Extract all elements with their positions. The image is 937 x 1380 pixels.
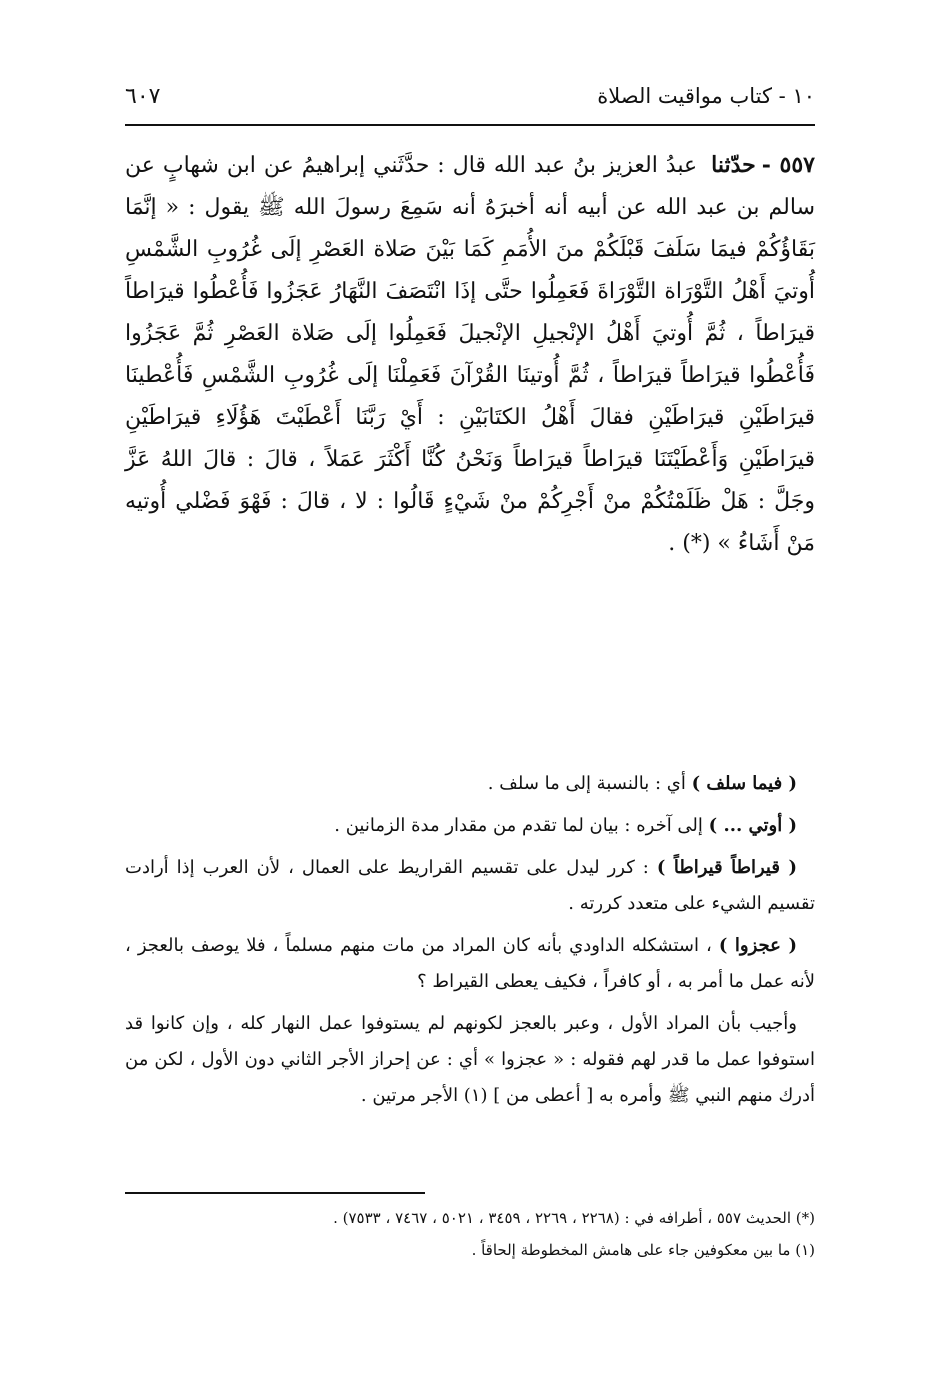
footnotes bbox=[125, 1204, 815, 1268]
footnote: (*) الحديث ٥٥٧ ، أطرافه في : (٢٢٦٨ ، ٢٢٦٩ ، ٣٤٥٩ ، ٥٠٢١ ، ٧٤٦٧ ، ٧٥٣٣) . bbox=[333, 1209, 815, 1227]
book-page bbox=[125, 70, 815, 1330]
chapter-title: ١٠ - كتاب مواقيت الصلاة bbox=[597, 84, 815, 108]
commentary-note bbox=[125, 1006, 815, 1114]
commentary-note bbox=[125, 850, 815, 922]
note-term: ( عجزوا ) bbox=[718, 935, 797, 956]
footnote-divider bbox=[125, 1192, 425, 1194]
footnote: (١) ما بين معكوفين جاء على هامش المخطوطة إلحاقاً . bbox=[471, 1241, 815, 1259]
note-text: أي : بالنسبة إلى ما سلف . bbox=[487, 773, 686, 794]
commentary bbox=[125, 766, 815, 1120]
page-header bbox=[125, 84, 815, 120]
note-text: ، استشكله الداودي بأنه كان المراد من مات منهم مسلماً ، فلا يوصف بالعجز ، لأنه عمل ما أمر به ، أو كافراً ، فكيف يعطى القيراط ؟ bbox=[125, 935, 815, 992]
note-text: : كرر ليدل على تقسيم القراريط على العمال ، لأن العرب إذا أرادت تقسيم الشيء على متعدد كررته . bbox=[125, 857, 815, 914]
commentary-note bbox=[125, 766, 815, 802]
hadith-opening-word: حدّثنا bbox=[711, 152, 756, 178]
note-term: ( أوتي ... ) bbox=[708, 815, 797, 836]
hadith-number: ٥٥٧ - bbox=[761, 152, 815, 178]
note-term: ( قيراطاً قيراطاً ) bbox=[656, 857, 797, 878]
note-term: ( فيما سلف ) bbox=[691, 773, 797, 794]
hadith-text bbox=[125, 144, 815, 565]
commentary-note bbox=[125, 808, 815, 844]
header-divider bbox=[125, 124, 815, 126]
note-text: وأجيب بأن المراد الأول ، وعبر بالعجز لكونهم لم يستوفوا عمل النهار كله ، وإن كانوا قد استوفوا عمل ما قدر لهم فقوله : « عجزوا » أي : عن إحراز الأجر الثاني دون الأول ، لكن من أدرك منهم النبي ﷺ وأمره به [ أعطى من ] (١) الأجر مرتين . bbox=[125, 1013, 815, 1106]
commentary-note bbox=[125, 928, 815, 1000]
hadith-body: عبدُ العزيز بنُ عبد الله قال : حدَّثَني إبراهيمُ عن ابن شهابٍ عن سالم بن عبد الله عن أبيه أنه أخبرَهُ أنه سَمِعَ رسولَ الله ﷺ يقول : « إنَّمَا بَقَاؤُكُمْ فيمَا سَلَفَ قَبْلَكُمْ منَ الأُمَمِ كَمَا بَيْنَ صَلاة العَصْرِ إلَى غُرُوبِ الشَّمْسِ أُوتيَ أَهْلُ التَّوْرَاة التَّوْرَاةَ فَعَمِلُوا حتَّى إذَا انْتَصَفَ النَّهَارُ عَجَزُوا فَأُعْطُوا قيرَاطاً قيرَاطاً ، ثُمَّ أُوتيَ أَهْلُ الإنْجيلِ الإنْجيلَ فَعَمِلُوا إلَى صَلاة العَصْرِ ثُمَّ عَجَزُوا فَأُعْطُوا قيرَاطاً قيرَاطاً ، ثُمَّ أُوتينَا القُرْآنَ فَعَمِلْنَا إلَى غُرُوبِ الشَّمْسِ فَأُعْطينَا قيرَاطَيْنِ قيرَاطَيْنِ فقالَ أَهْلُ الكتَابَيْنِ : أَيْ رَبَّنَا أَعْطَيْتَ هَؤُلَاءِ قيرَاطَيْنِ قيرَاطَيْنِ وَأَعْطَيْتَنَا قيرَاطاً قيرَاطاً وَنَحْنُ كُنَّا أَكْثَرَ عَمَلاً ، قالَ : قالَ اللهُ عَزَّ وجَلَّ : هَلْ ظَلَمْتُكُمْ منْ أَجْرِكُمْ منْ شَيْءٍ قَالُوا : لا ، قالَ : فَهْوَ فَضْلي أُوتيه مَنْ أَشَاءُ » (*) . bbox=[125, 153, 815, 556]
note-text: إلى آخره : بيان لما تقدم من مقدار مدة الزمانين . bbox=[334, 815, 703, 836]
page-number: ٦٠٧ bbox=[125, 84, 161, 109]
